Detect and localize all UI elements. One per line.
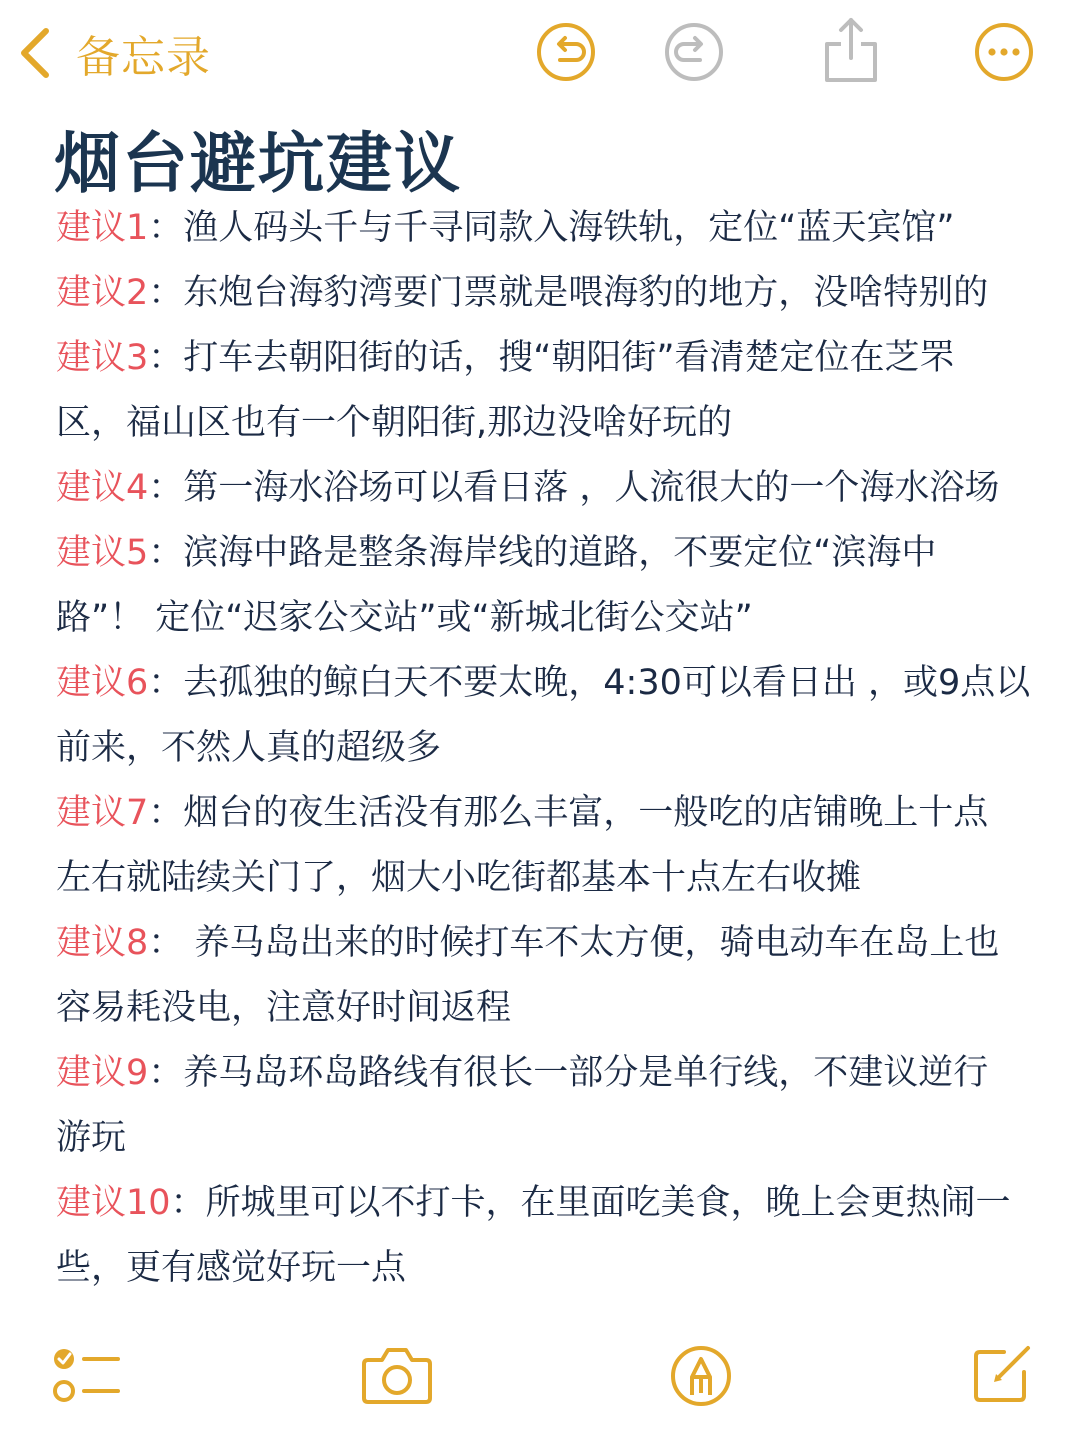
suggestion-text: ：烟台的夜生活没有那么丰富，一般吃的店铺晚上十点 (148, 793, 989, 833)
suggestion-label: 建议10 (56, 1183, 171, 1223)
suggestion-text: ：去孤独的鲸白天不要太晚，4:30可以看日出 ，或9点以 (148, 663, 1031, 703)
note-line (56, 261, 1046, 326)
camera-button[interactable] (360, 1346, 434, 1406)
compose-button[interactable] (970, 1342, 1034, 1406)
suggestion-text: ：打车去朝阳街的话，搜“朝阳街”看清楚定位在芝罘 (148, 338, 955, 378)
suggestion-label: 建议7 (56, 793, 149, 833)
bottom-toolbar (0, 1330, 1080, 1430)
suggestion-text: 路”！ 定位“迟家公交站”或“新城北街公交站” (56, 598, 753, 638)
suggestion-label: 建议4 (56, 468, 149, 508)
note-line (56, 651, 1046, 716)
suggestion-label: 建议5 (56, 533, 149, 573)
suggestion-text: ： 养马岛出来的时候打车不太方便，骑电动车在岛上也 (148, 923, 1000, 963)
note-line (56, 1236, 1046, 1301)
suggestion-label: 建议3 (56, 338, 149, 378)
note-line (56, 781, 1046, 846)
share-icon (821, 14, 881, 84)
note-line (56, 1041, 1046, 1106)
checklist-icon (52, 1345, 122, 1405)
suggestion-text: 游玩 (56, 1118, 127, 1158)
suggestion-label: 建议2 (56, 273, 149, 313)
note-line (56, 326, 1046, 391)
note-line (56, 716, 1046, 781)
note-line (56, 1171, 1046, 1236)
undo-icon (536, 22, 596, 82)
suggestion-text: ：东炮台海豹湾要门票就是喂海豹的地方，没啥特别的 (148, 273, 989, 313)
camera-icon (360, 1346, 434, 1406)
back-button[interactable] (14, 18, 211, 88)
note-body[interactable] (56, 196, 1046, 1301)
note-line (56, 196, 1046, 261)
note-line (56, 391, 1046, 456)
suggestion-text: ：养马岛环岛路线有很长一部分是单行线，不建议逆行 (148, 1053, 989, 1093)
back-chevron-icon (14, 25, 54, 81)
suggestion-text: ：渔人码头千与千寻同款入海铁轨，定位“蓝天宾馆” (148, 208, 955, 248)
compose-icon (970, 1342, 1034, 1406)
back-label: 备忘录 (76, 32, 211, 83)
note-line (56, 1106, 1046, 1171)
markup-button[interactable] (670, 1345, 732, 1407)
markup-icon (670, 1345, 732, 1407)
note-line (56, 521, 1046, 586)
checklist-button[interactable] (52, 1345, 122, 1405)
suggestion-text: ：第一海水浴场可以看日落 ，人流很大的一个海水浴场 (148, 468, 1000, 508)
suggestion-text: 些，更有感觉好玩一点 (56, 1248, 407, 1288)
redo-button[interactable] (664, 22, 724, 82)
undo-button[interactable] (536, 22, 596, 82)
note-line (56, 976, 1046, 1041)
suggestion-label: 建议6 (56, 663, 149, 703)
suggestion-text: 左右就陆续关门了，烟大小吃街都基本十点左右收摊 (56, 858, 862, 898)
top-toolbar (0, 0, 1080, 110)
suggestion-text: 区，福山区也有一个朝阳街,那边没啥好玩的 (56, 403, 733, 443)
share-button[interactable] (821, 14, 881, 84)
suggestion-text: ：所城里可以不打卡，在里面吃美食，晚上会更热闹一 (170, 1183, 1011, 1223)
note-line (56, 586, 1046, 651)
note-line (56, 911, 1046, 976)
suggestion-text: ：滨海中路是整条海岸线的道路，不要定位“滨海中 (148, 533, 937, 573)
more-button[interactable] (974, 22, 1034, 82)
note-line (56, 456, 1046, 521)
redo-icon (664, 22, 724, 82)
suggestion-label: 建议9 (56, 1053, 149, 1093)
more-icon (974, 22, 1034, 82)
suggestion-text: 前来，不然人真的超级多 (56, 728, 442, 768)
suggestion-label: 建议8 (56, 923, 149, 963)
suggestion-text: 容易耗没电，注意好时间返程 (56, 988, 512, 1028)
suggestion-label: 建议1 (56, 208, 149, 248)
note-title[interactable]: 烟台避坑建议 (54, 125, 462, 202)
note-line (56, 846, 1046, 911)
